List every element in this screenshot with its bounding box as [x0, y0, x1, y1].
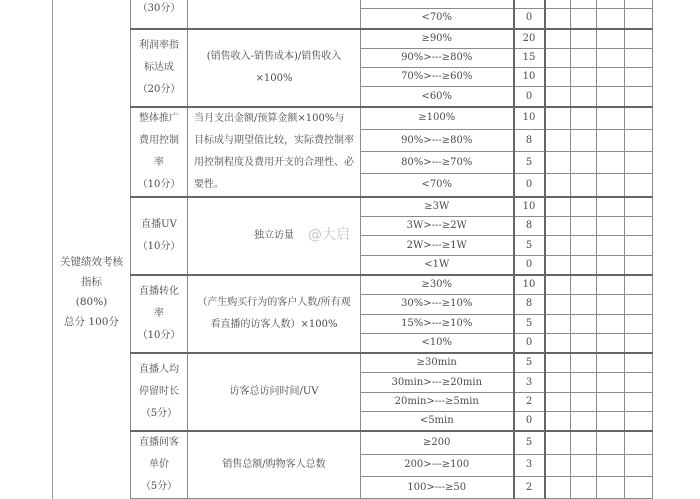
empty-cell — [597, 217, 625, 236]
indicator-name — [131, 0, 188, 29]
empty-cell — [571, 333, 597, 353]
empty-cell — [625, 333, 653, 353]
empty-cell — [597, 107, 625, 130]
tier-range: 200>---≥100 — [361, 454, 514, 476]
empty-cell — [571, 197, 597, 217]
category-weight: (80%) — [75, 295, 108, 308]
empty-cell — [571, 373, 597, 392]
tier-range: 70%>---≥60% — [361, 68, 514, 87]
empty-cell — [625, 255, 653, 275]
empty-cell — [625, 275, 653, 295]
indicator-name — [131, 29, 188, 107]
tier-range: 2W>---≥1W — [361, 236, 514, 255]
empty-cell — [571, 295, 597, 314]
tier-range: <60% — [361, 87, 514, 107]
empty-cell — [597, 412, 625, 432]
tier-range: 100>---≥50 — [361, 477, 514, 499]
tier-score: 10 — [514, 68, 545, 87]
tier-range: <1W — [361, 255, 514, 275]
tier-range: ≥100% — [361, 107, 514, 130]
empty-cell — [545, 174, 571, 197]
tier-score: 10 — [514, 107, 545, 130]
tier-range: <10% — [361, 333, 514, 353]
empty-cell — [625, 412, 653, 432]
empty-cell — [625, 152, 653, 174]
tier-score: 0 — [514, 412, 545, 432]
empty-cell — [545, 454, 571, 476]
tier-range: ≥30min — [361, 353, 514, 373]
empty-cell — [545, 314, 571, 333]
table-row — [53, 107, 653, 130]
indicator-formula — [188, 0, 361, 29]
indicator-name-line: （10分） — [137, 178, 181, 190]
tier-score: 0 — [514, 87, 545, 107]
tier-score: 5 — [514, 152, 545, 174]
table-row — [53, 197, 653, 217]
empty-cell — [597, 255, 625, 275]
empty-cell — [625, 0, 653, 9]
tier-range: 30min>---≥20min — [361, 373, 514, 392]
empty-cell — [597, 353, 625, 373]
empty-cell — [597, 314, 625, 333]
indicator-name-line: 单价 — [149, 459, 169, 471]
empty-cell — [545, 68, 571, 87]
empty-cell — [545, 412, 571, 432]
empty-cell — [571, 477, 597, 499]
tier-score: 0 — [514, 255, 545, 275]
empty-cell — [625, 29, 653, 49]
indicator-name-line: （20分） — [137, 83, 181, 95]
empty-cell — [571, 353, 597, 373]
tier-score: 2 — [514, 477, 545, 499]
indicator-formula: （产生购买行为的客户人数/所有观看直播的访客人数）×100% — [188, 275, 361, 353]
empty-cell — [545, 236, 571, 255]
empty-cell — [597, 68, 625, 87]
tier-score: 0 — [514, 174, 545, 197]
empty-cell — [571, 87, 597, 107]
empty-cell — [625, 454, 653, 476]
empty-cell — [545, 333, 571, 353]
tier-score: 5 — [514, 353, 545, 373]
tier-range: 3W>---≥2W — [361, 217, 514, 236]
empty-cell — [545, 197, 571, 217]
empty-cell — [545, 255, 571, 275]
empty-cell — [571, 130, 597, 152]
empty-cell — [571, 29, 597, 49]
empty-cell — [545, 9, 571, 29]
empty-cell — [597, 152, 625, 174]
empty-cell — [545, 48, 571, 67]
empty-cell — [597, 431, 625, 454]
empty-cell — [571, 9, 597, 29]
empty-cell — [545, 392, 571, 411]
tier-score: 2 — [514, 392, 545, 411]
empty-cell — [625, 197, 653, 217]
empty-cell — [571, 48, 597, 67]
tier-score: 5 — [514, 431, 545, 454]
tier-range: 80%>---≥70% — [361, 152, 514, 174]
indicator-name-line: （5分） — [140, 408, 178, 420]
empty-cell — [571, 431, 597, 454]
tier-score: 8 — [514, 295, 545, 314]
tier-score: 15 — [514, 48, 545, 67]
tier-range: 20min>---≥5min — [361, 392, 514, 411]
tier-score: 10 — [514, 197, 545, 217]
indicator-name-line: （30分） — [137, 2, 181, 14]
empty-cell — [545, 217, 571, 236]
empty-cell — [625, 68, 653, 87]
indicator-name-line: 直播间客 — [139, 437, 179, 449]
empty-cell — [625, 217, 653, 236]
indicator-name-line: （10分） — [137, 330, 181, 342]
empty-cell — [545, 29, 571, 49]
tier-range: ≥3W — [361, 197, 514, 217]
empty-cell — [545, 130, 571, 152]
empty-cell — [625, 431, 653, 454]
category-cell — [53, 0, 131, 499]
empty-cell — [625, 48, 653, 67]
watermark: @大启 — [308, 227, 350, 243]
empty-cell — [571, 152, 597, 174]
tier-range: ≥90% — [361, 29, 514, 49]
empty-cell — [545, 87, 571, 107]
indicator-formula: 访客总访问时间/UV — [188, 353, 361, 431]
indicator-name-line: 标达成 — [144, 61, 174, 73]
empty-cell — [625, 107, 653, 130]
indicator-name — [131, 197, 188, 275]
empty-cell — [625, 130, 653, 152]
empty-cell — [545, 373, 571, 392]
indicator-name — [131, 431, 188, 499]
indicator-name — [131, 353, 188, 431]
category-label: 关键绩效考核 — [60, 255, 123, 268]
empty-cell — [571, 107, 597, 130]
empty-cell — [571, 275, 597, 295]
empty-cell — [545, 107, 571, 130]
empty-cell — [597, 29, 625, 49]
empty-cell — [545, 431, 571, 454]
indicator-name-line: 率 — [154, 156, 164, 168]
indicator-formula: 当月支出金额/预算金额×100%与目标成与期望值比较，实际费控制率用控制程度及费用开支的合理性、必要性。 — [188, 107, 361, 197]
indicator-name — [131, 275, 188, 353]
empty-cell — [625, 353, 653, 373]
tier-range: ≥30% — [361, 275, 514, 295]
table-row — [53, 275, 653, 295]
empty-cell — [597, 174, 625, 197]
kpi-table — [52, 0, 653, 499]
empty-cell — [571, 236, 597, 255]
empty-cell — [597, 275, 625, 295]
tier-score: 0 — [514, 333, 545, 353]
empty-cell — [597, 87, 625, 107]
empty-cell — [597, 197, 625, 217]
empty-cell — [597, 477, 625, 499]
empty-cell — [597, 236, 625, 255]
tier-range: ≥200 — [361, 431, 514, 454]
empty-cell — [571, 392, 597, 411]
empty-cell — [545, 152, 571, 174]
tier-range: <70% — [361, 174, 514, 197]
empty-cell — [571, 0, 597, 9]
empty-cell — [571, 174, 597, 197]
table-row — [53, 353, 653, 373]
tier-range: 15%>---≥10% — [361, 314, 514, 333]
empty-cell — [545, 477, 571, 499]
tier-score: 20 — [514, 29, 545, 49]
tier-score: 5 — [514, 236, 545, 255]
empty-cell — [597, 48, 625, 67]
indicator-name-line: （10分） — [137, 240, 181, 252]
empty-cell — [571, 68, 597, 87]
indicator-name-line: 直播人均 — [139, 364, 179, 376]
empty-cell — [571, 454, 597, 476]
tier-score: 3 — [514, 373, 545, 392]
tier-score: 5 — [514, 314, 545, 333]
category-label: 指标 — [81, 275, 102, 288]
empty-cell — [597, 0, 625, 9]
tier-score — [514, 0, 545, 9]
empty-cell — [625, 477, 653, 499]
empty-cell — [571, 412, 597, 432]
tier-range: 30%>---≥10% — [361, 295, 514, 314]
table-row — [53, 29, 653, 49]
tier-score: 10 — [514, 275, 545, 295]
indicator-name-line: 直播UV — [141, 218, 177, 230]
tier-range: <70% — [361, 9, 514, 29]
empty-cell — [625, 373, 653, 392]
indicator-name — [131, 107, 188, 197]
table-row — [53, 0, 653, 9]
empty-cell — [571, 255, 597, 275]
tier-score: 8 — [514, 130, 545, 152]
tier-score: 8 — [514, 217, 545, 236]
empty-cell — [625, 87, 653, 107]
tier-score: 3 — [514, 454, 545, 476]
indicator-formula: 独立访量 — [188, 197, 361, 275]
empty-cell — [597, 295, 625, 314]
empty-cell — [545, 295, 571, 314]
empty-cell — [625, 314, 653, 333]
tier-range: 90%>---≥80% — [361, 48, 514, 67]
tier-range: <5min — [361, 412, 514, 432]
empty-cell — [625, 9, 653, 29]
indicator-name-line: 停留时长 — [139, 386, 179, 398]
indicator-name-line: 率 — [154, 308, 164, 320]
empty-cell — [597, 454, 625, 476]
empty-cell — [571, 217, 597, 236]
indicator-name-line: 费用控制 — [139, 134, 179, 146]
tier-range — [361, 0, 514, 9]
empty-cell — [597, 9, 625, 29]
indicator-name-line: 直播转化 — [139, 286, 179, 298]
empty-cell — [571, 314, 597, 333]
empty-cell — [625, 174, 653, 197]
empty-cell — [597, 130, 625, 152]
empty-cell — [597, 333, 625, 353]
table-row — [53, 431, 653, 454]
indicator-formula: 销售总额/购物客人总数 — [188, 431, 361, 499]
empty-cell — [545, 353, 571, 373]
empty-cell — [625, 295, 653, 314]
indicator-name-line: 整体推广 — [139, 112, 179, 124]
empty-cell — [545, 275, 571, 295]
empty-cell — [625, 392, 653, 411]
category-total: 总分 100分 — [64, 315, 119, 328]
indicator-name-line: 利润率指 — [139, 39, 179, 51]
tier-score: 0 — [514, 9, 545, 29]
indicator-name-line: （5分） — [140, 481, 178, 493]
tier-range: 90%>---≥80% — [361, 130, 514, 152]
indicator-formula: (销售收入-销售成本)/销售收入×100% — [188, 29, 361, 107]
empty-cell — [597, 373, 625, 392]
empty-cell — [625, 236, 653, 255]
empty-cell — [597, 392, 625, 411]
empty-cell — [545, 0, 571, 9]
